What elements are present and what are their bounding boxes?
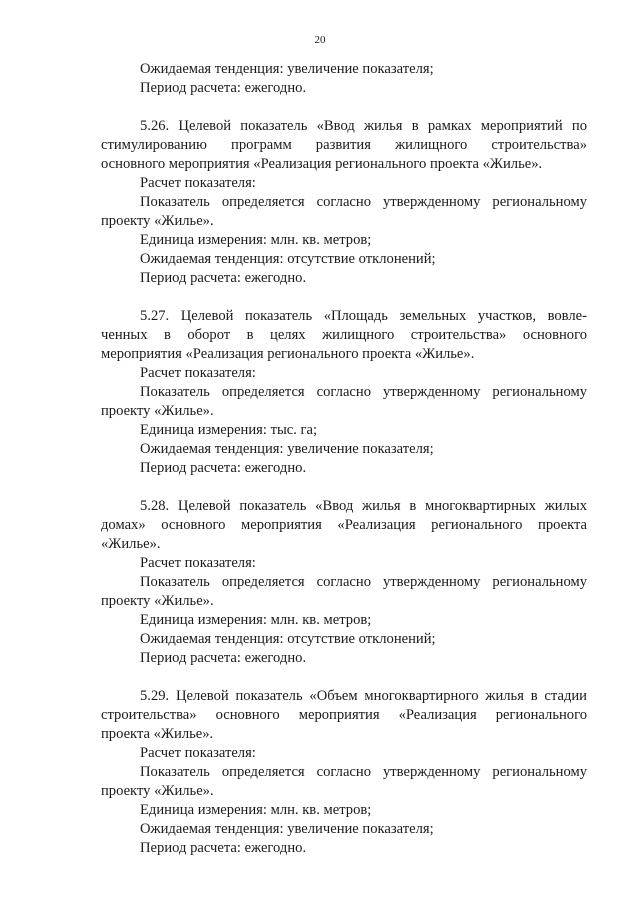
method-line: проекту «Жилье». (101, 403, 214, 419)
section-title-line: 5.27. Целевой показатель «Площадь земельных участков, вовле- (140, 308, 587, 324)
tendency-line: Ожидаемая тенденция: увеличение показателя; (140, 441, 434, 457)
section-title-line: проекта «Жилье». (101, 726, 214, 742)
period-line: Период расчета: ежегодно. (140, 270, 307, 286)
section-title-line: ченных в оборот в целях жилищного строительства» основного (101, 327, 587, 343)
previous-section-tail (101, 60, 587, 98)
unit-line: Единица измерения: млн. кв. метров; (140, 232, 372, 248)
calc-heading: Расчет показателя: (140, 365, 256, 381)
section-title-line: стимулированию программ развития жилищного строительства» (101, 137, 587, 153)
section-5-29 (101, 687, 587, 858)
method-line: Показатель определяется согласно утвержденному региональному (140, 194, 587, 210)
section-title-line: строительства» основного мероприятия «Реализация регионального (101, 707, 587, 723)
method-line: проекту «Жилье». (101, 783, 214, 799)
period-line: Период расчета: ежегодно. (140, 460, 307, 476)
calc-heading: Расчет показателя: (140, 745, 256, 761)
method-line: Показатель определяется согласно утвержденному региональному (140, 764, 587, 780)
section-title-line: «Жилье». (101, 536, 161, 552)
tendency-line: Ожидаемая тенденция: увеличение показателя; (140, 61, 434, 77)
section-title-line: основного мероприятия «Реализация регионального проекта «Жилье». (101, 156, 543, 172)
calc-heading: Расчет показателя: (140, 175, 256, 191)
method-line: Показатель определяется согласно утвержденному региональному (140, 384, 587, 400)
section-title-line: 5.28. Целевой показатель «Ввод жилья в многоквартирных жилых (140, 498, 587, 514)
unit-line: Единица измерения: млн. кв. метров; (140, 802, 372, 818)
section-title-line: мероприятия «Реализация регионального проекта «Жилье». (101, 346, 475, 362)
period-line: Период расчета: ежегодно. (140, 840, 307, 856)
section-title-line: 5.29. Целевой показатель «Объем многоквартирного жилья в стадии (140, 688, 587, 704)
method-line: проекту «Жилье». (101, 213, 214, 229)
unit-line: Единица измерения: млн. кв. метров; (140, 612, 372, 628)
method-line: проекту «Жилье». (101, 593, 214, 609)
tendency-line: Ожидаемая тенденция: увеличение показателя; (140, 821, 434, 837)
tendency-line: Ожидаемая тенденция: отсутствие отклонений; (140, 251, 436, 267)
tendency-line: Ожидаемая тенденция: отсутствие отклонений; (140, 631, 436, 647)
period-line: Период расчета: ежегодно. (140, 650, 307, 666)
section-5-28 (101, 497, 587, 668)
unit-line: Единица измерения: тыс. га; (140, 422, 318, 438)
section-5-26 (101, 117, 587, 288)
section-title-line: домах» основного мероприятия «Реализация регионального проекта (101, 517, 587, 533)
page-number: 20 (314, 34, 326, 46)
document-body (101, 60, 587, 858)
period-line: Период расчета: ежегодно. (140, 80, 307, 96)
section-title-line: 5.26. Целевой показатель «Ввод жилья в рамках мероприятий по (140, 118, 587, 134)
section-5-27 (101, 307, 587, 478)
calc-heading: Расчет показателя: (140, 555, 256, 571)
method-line: Показатель определяется согласно утвержденному региональному (140, 574, 587, 590)
